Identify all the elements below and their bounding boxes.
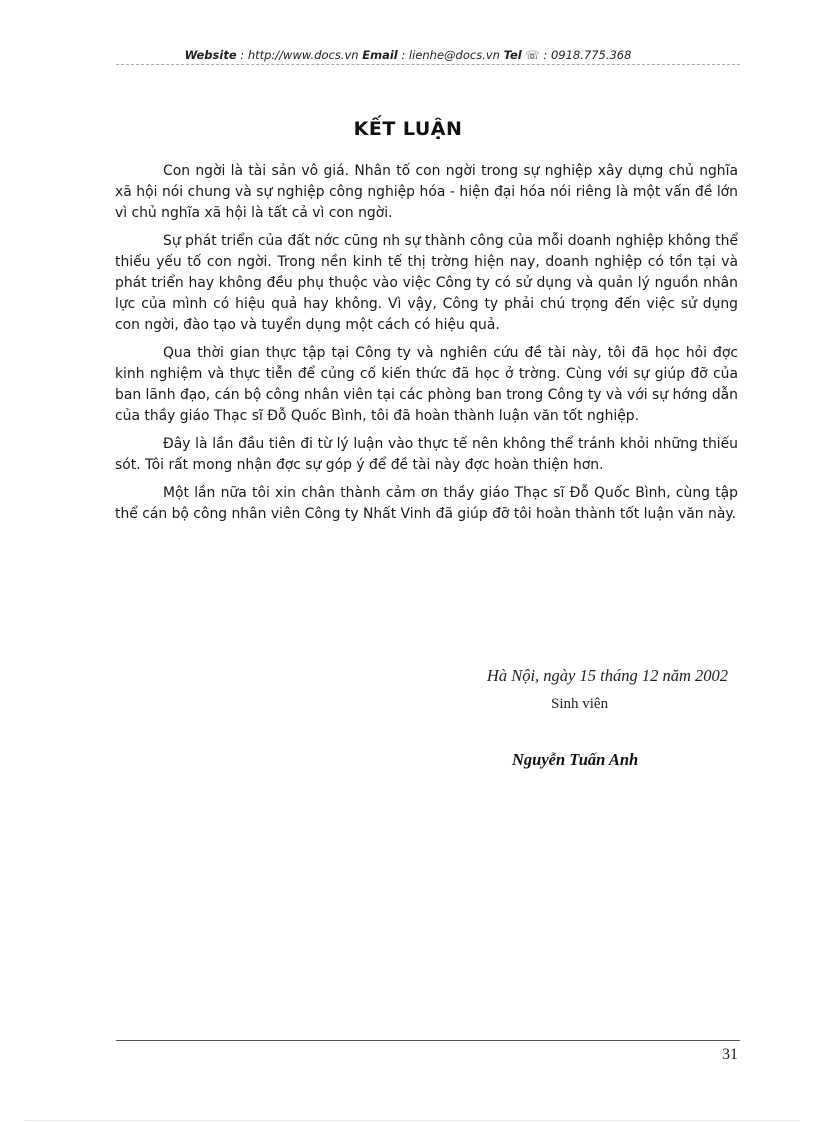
website-label: Website (184, 48, 237, 62)
page-header (0, 48, 816, 62)
paragraph: Con ngời là tài sản vô giá. Nhân tố con ngời trong sự nghiệp xây dựng chủ nghĩa xã hội nói chung và sự nghiệp công nghiệp hóa - hiện đại hóa nói riêng là một vấn đề lớn vì chủ nghĩa xã hội là tất cả vì con ngời. (115, 163, 738, 221)
signer-name: Nguyễn Tuấn Anh (512, 750, 639, 769)
telephone-icon: ☏ (525, 48, 540, 62)
tel-label: Tel (503, 48, 522, 62)
header-divider (116, 64, 740, 65)
page-title: KẾT LUẬN (353, 118, 463, 140)
email-label: Email (362, 48, 398, 62)
paragraph: Sự phát triển của đất nớc cũng nh sự thành công của mỗi doanh nghiệp không thể thiếu yếu tố con ngời. Trong nền kinh tế thị trờng hiện nay, doanh nghiệp có tồn tại và phát triển hay không đều phụ thuộc vào việc Công ty có sử dụng và quản lý nguồn nhân lực của mình có hiệu quả hay không. Vì vậy, Công ty phải chú trọng đến việc sử dụng con ngời, đào tạo và tuyển dụng một cách có hiệu quả. (115, 233, 738, 333)
paragraph: Một lần nữa tôi xin chân thành cảm ơn thầy giáo Thạc sĩ Đỗ Quốc Bình, cùng tập thể cán bộ công nhân viên Công ty Nhất Vinh đã giúp đỡ tôi hoàn thành tốt luận văn này. (115, 485, 738, 522)
page-number: 31 (722, 1046, 738, 1063)
footer-divider (116, 1040, 740, 1041)
email-value: : lienhe@docs.vn (401, 48, 500, 62)
paragraph: Đây là lần đầu tiên đi từ lý luận vào thực tế nên không thể tránh khỏi những thiếu sót. Tôi rất mong nhận đợc sự góp ý để đề tài này đợc hoàn thiện hơn. (115, 436, 738, 473)
signer-role: Sinh viên (551, 696, 609, 712)
tel-value: : 0918.775.368 (543, 48, 632, 62)
website-value: : http://www.docs.vn (240, 48, 359, 62)
paragraph: Qua thời gian thực tập tại Công ty và nghiên cứu đề tài này, tôi đã học hỏi đợc kinh nghiệm và thực tiễn để củng cố kiến thức đã học ở trờng. Cùng với sự giúp đỡ của ban lãnh đạo, cán bộ công nhân viên tại các phòng ban trong Công ty và với sự hớng dẫn của thầy giáo Thạc sĩ Đỗ Quốc Bình, tôi đã hoàn thành luận văn tốt nghiệp. (115, 345, 738, 424)
page-edge (24, 1120, 800, 1121)
body-text (115, 161, 738, 532)
place-date: Hà Nội, ngày 15 tháng 12 năm 2002 (486, 666, 728, 685)
